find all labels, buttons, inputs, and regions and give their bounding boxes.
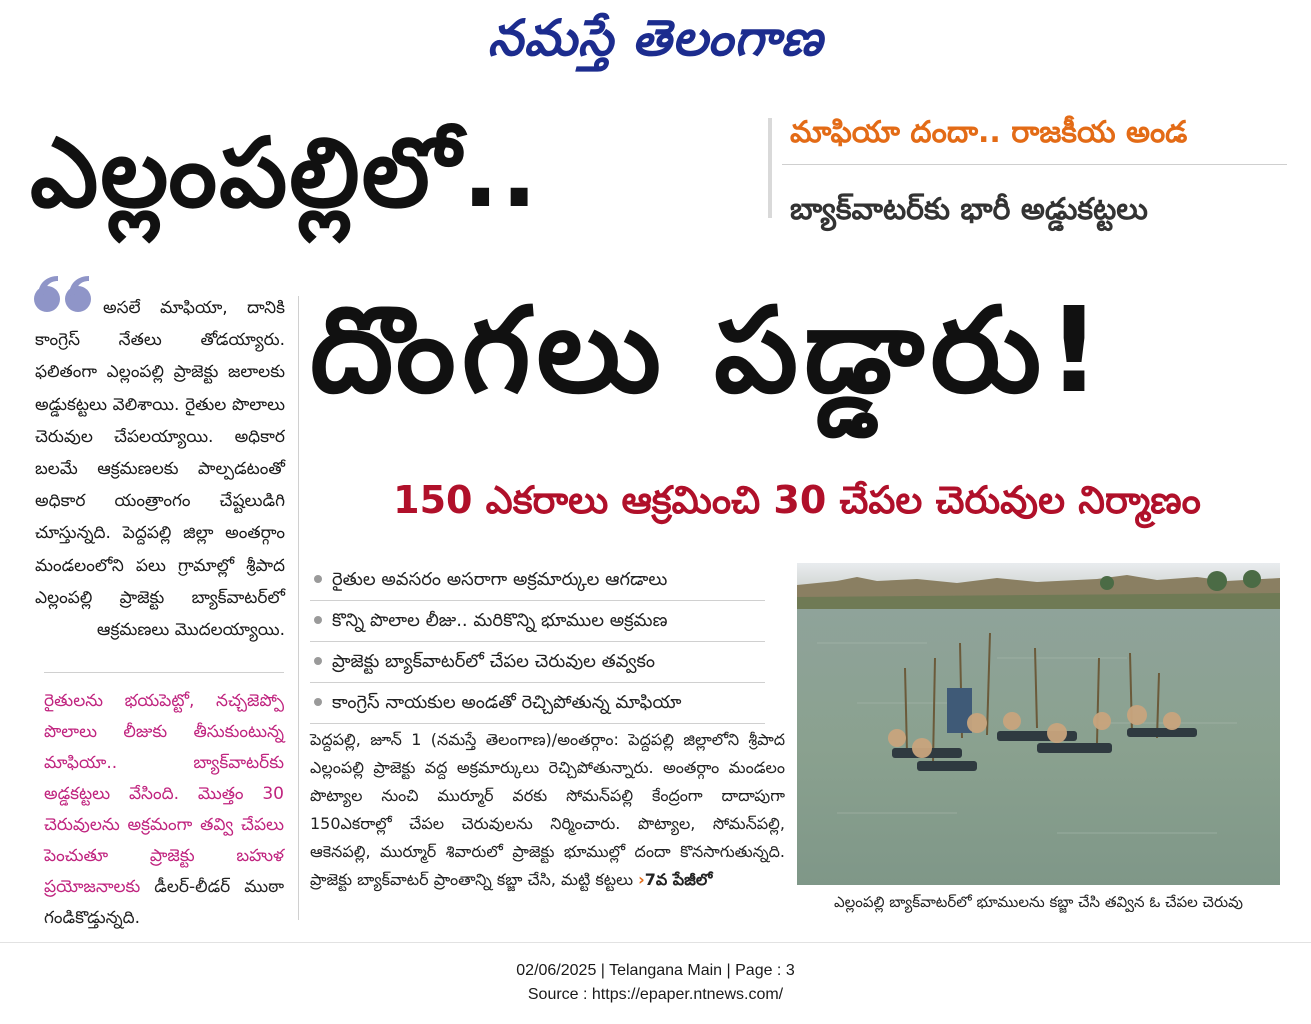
subheadline: 150 ఎకరాలు ఆక్రమించి 30 చేపల చెరువుల నిర్మాణం	[393, 478, 1201, 522]
sidebar-highlight-text: రైతులను భయపెట్టో, నచ్చజెప్పో పొలాలు లీజుకు తీసుకుంటున్న మాఫియా.. బ్యాక్‌వాటర్‌కు అడ్డకట్టలు వేసింది. మొత్తం 30 చెరువులను అక్రమంగా తవ్వి చేపలు పెంచుతూ ప్రాజెక్టు బహుళ ప్రయోజనాలకు	[44, 691, 284, 897]
bullet-icon	[314, 657, 322, 665]
kicker-primary: మాఫియా దందా.. రాజకీయ అండ	[790, 115, 1188, 150]
list-item	[310, 642, 765, 683]
list-item	[310, 601, 765, 642]
kicker-accent-bar	[768, 118, 772, 218]
sidebar-intro-text: అసలే మాఫియా, దానికి కాంగ్రెస్ నేతలు తోడయ్యారు. ఫలితంగా ఎల్లంపల్లి ప్రాజెక్టు జలాలకు అడ్డుకట్టలు వెలిశాయి. రైతుల పొలాలు చెరువుల చేపలయ్యాయి. అధికార బలమే ఆక్రమణలకు పాల్పడటంతో అధికార యంత్రాంగం చేష్టలుడిగి చూస్తున్నది. పెద్దపల్లి జిల్లా అంతర్గాం మండలంలోని పలు గ్రామాల్లో శ్రీపాద ఎల్లంపల్లి ప్రాజెక్టు బ్యాక్‌వాటర్‌లో ఆక్రమణలు మొదలయ్యాయి.	[35, 298, 285, 641]
list-item-text: కాంగ్రెస్ నాయకుల అండతో రెచ్చిపోతున్న మాఫియా	[332, 692, 682, 713]
sidebar-divider	[44, 672, 284, 673]
list-item	[310, 683, 765, 724]
fish-pond-photo	[797, 563, 1280, 885]
footer-date-page: 02/06/2025 | Telangana Main | Page : 3	[516, 962, 795, 979]
highlights-list	[310, 560, 765, 724]
bullet-icon	[314, 616, 322, 624]
kicker-divider	[782, 164, 1287, 165]
list-item-text: రైతుల అవసరం అసరాగా అక్రమార్కుల ఆగడాలు	[332, 569, 668, 590]
article-body-text: పెద్దపల్లి, జూన్ 1 (నమస్తే తెలంగాణ)/అంతర్గాం: పెద్దపల్లి జిల్లాలోని శ్రీపాద ఎల్లంపల్లి ప్రాజెక్టు వద్ద అక్రమార్కులు రెచ్చిపోతున్నారు. అంతర్గాం మండలం పొట్యాల నుంచి ముర్మూర్ వరకు సోమన్‌పల్లి కేంద్రంగా దాదాపుగా 150ఎకరాల్లో చేపల చెరువులను నిర్మించారు. పొట్యాల, సోమన్‌పల్లి, ఆకెనపల్లి, ముర్మూర్ శివారులో ప్రాజెక్టు భూముల్లో దందా కొనసాగుతున్నది. ప్రాజెక్టు బ్యాక్‌వాటర్ ప్రాంతాన్ని కబ్జా చేసి, మట్టి కట్టలు	[310, 730, 785, 889]
sidebar-intro-paragraph	[35, 292, 285, 646]
continued-arrow-icon: ›	[638, 870, 645, 889]
article-body	[310, 726, 785, 894]
column-divider	[298, 296, 299, 920]
headline-line-2: దొంగలు పడ్డారు!	[310, 281, 1107, 419]
sidebar-highlight-ending: డీలర్-లీడర్ ముఠా గండికొడ్తున్నది.	[44, 877, 285, 928]
list-item-text: కొన్ని పొలాల లీజు.. మరికొన్ని భూముల అక్రమణ	[332, 610, 668, 631]
footer-source-link[interactable]: Source : https://epaper.ntnews.com/	[527, 986, 784, 1003]
list-item-text: ప్రాజెక్టు బ్యాక్‌వాటర్‌లో చేపల చెరువుల తవ్వకం	[332, 651, 656, 672]
sidebar-highlight-paragraph	[44, 686, 284, 934]
list-item	[310, 560, 765, 601]
continued-link[interactable]: 7వ పేజీలో	[644, 870, 713, 889]
footer-divider	[0, 942, 1311, 943]
photo-caption: ఎల్లంపల్లి బ్యాక్‌వాటర్‌లో భూములను కబ్జా చేసి తవ్విన ఓ చేపల చెరువు	[833, 893, 1244, 911]
bullet-icon	[314, 698, 322, 706]
bullet-icon	[314, 575, 322, 583]
headline-line-1: ఎల్లంపల్లిలో..	[30, 117, 540, 229]
masthead-logo: నమస్తే తెలంగాణ	[487, 8, 824, 67]
kicker-secondary: బ్యాక్‌వాటర్‌కు భారీ అడ్డుకట్టలు	[790, 192, 1148, 227]
